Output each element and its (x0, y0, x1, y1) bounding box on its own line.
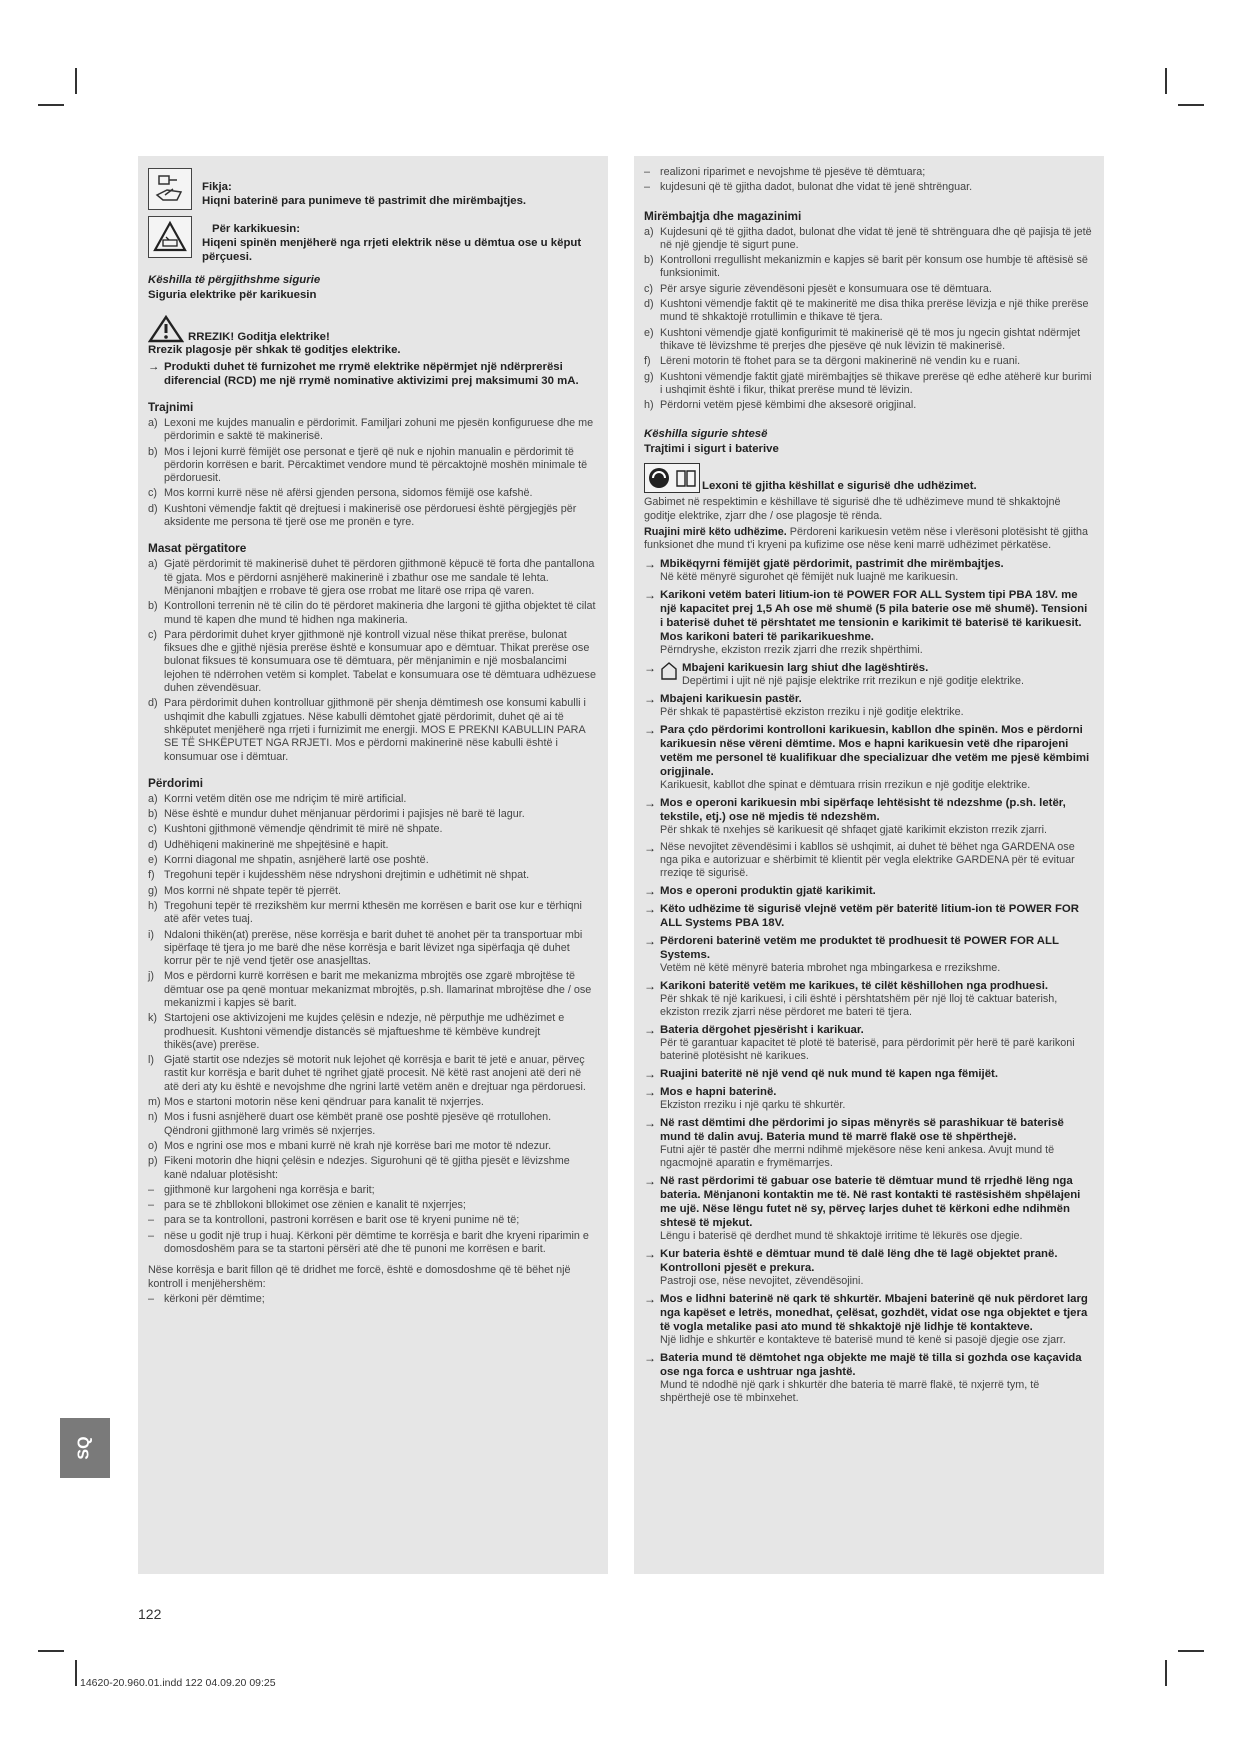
section-heading: Masat përgatitore (148, 541, 247, 556)
bullet-body (660, 588, 1092, 657)
bullet-bold: Karikoni bateritë vetëm me karikues, të cilët këshillohen nga prodhuesi. (660, 979, 1049, 992)
bullet-note: Futni ajër të pastër dhe merrni ndihmë mjekësore nëse keni ankesa. Avujt mund të ngacmojnë aparatin e frymëmarrjes. (660, 1143, 1055, 1169)
bullet-bold: Në rast përdorimi të gabuar ose baterie të dëmtuar mund të rrjedhë lëng nga bateria. Mënjanoni kontaktin me të. Në rast kontakti të rastësishëm shpëlajeni me ujë. Nëse lëngu futet në sy, përveç larjes duhet të kërkoni edhe ndihmën shtesë të mjekut. (660, 1174, 1081, 1229)
warning-title: Për karkikuesin: (212, 223, 301, 235)
list-item (148, 970, 596, 1010)
bullet-bold: Ruajini bateritë në një vend që nuk mund të kapen nga fëmijët. (660, 1067, 998, 1080)
item-key: j) (148, 970, 154, 983)
item-key: a) (148, 558, 158, 571)
bullet-body (660, 1247, 1092, 1288)
item-key: l) (148, 1054, 154, 1067)
list-item (148, 808, 596, 821)
arrow-icon: → (644, 1115, 656, 1130)
item-text: Mos korrni në shpate tepër të pjerrët. (164, 884, 342, 897)
bullet-bold: Mos e lidhni baterinë në qark të shkurtër. Mbajeni baterinë që nuk përdoret larg nga kapëset e letrës, monedhat, çelësat, gozhdët, vidat ose nga objektet e tjera të vogla metalike pasi ato mund të shkaktojë një lidhje të kontakteve. (660, 1292, 1088, 1333)
list-item (148, 1111, 596, 1138)
list-item (644, 371, 1092, 398)
item-key: f) (148, 869, 155, 882)
section-heading: Trajnimi (148, 400, 194, 414)
dash-mark: – (148, 1199, 155, 1212)
list-item (644, 399, 1092, 412)
bullet-body (660, 692, 964, 719)
dash-text: nëse u godit një trup i huaj. Kërkoni për dëmtime te korrësja e barit dhe kryeni riparimin e domosdoshëm para se ta startoni përsëri atë dhe të punoni me korrësen e barit. (164, 1229, 589, 1256)
bullet-body (660, 1023, 1092, 1063)
list-item (148, 900, 596, 927)
bullet-note: Lëngu i baterisë që derdhet mund të shkaktojë irritime të lëkurës ose djegie. (660, 1229, 1023, 1242)
item-text: Para përdorimit duhen kontrolluar gjithmonë për shenja dëmtimesh ose konsumi kabulli i ushqimit dhe kabulli zgjatues. Nëse kabulli dëmtohet gjatë përdorimit, duhet që ai të shkëputet menjëherë nga rrjeti i furnizimit me energji. MOS E PREKNI KABULLIN PARA SE TË SHKËPUTET NGA RRJETI. Mos e përdorni makinerinë nëse kabulli është i konsumuar ose i dëmtuar. (164, 697, 586, 763)
arrow-icon: → (644, 1246, 656, 1261)
dash-item (148, 1184, 596, 1197)
bullet-item (644, 934, 1092, 975)
item-text: Lëreni motorin të ftohet para se ta dërgoni makinerinë në vendin ku e ruani. (660, 355, 1021, 368)
item-text: Udhëhiqeni makinerinë me shpejtësinë e hapit. (164, 838, 389, 851)
general-safety-heading: Këshilla të përgjithshme sigurie (148, 274, 321, 286)
item-text: Lexoni me kujdes manualin e përdorimit. Familjari zohuni me pjesën konfiguruese dhe me përdorimin e saktë të makinerisë. (164, 417, 594, 443)
bullet-item (644, 1247, 1092, 1288)
arrow-icon: → (644, 795, 656, 810)
vibration-note: Nëse korrësja e barit fillon që të dridhet me forcë, është e domosdoshme që të bëhet një kontroll i menjëhershëm: (148, 1264, 571, 1290)
bullet-item (644, 1085, 1092, 1112)
item-text: Fikeni motorin dhe hiqni çelësin e ndezjes. Sigurohuni që të gjitha pjesët e lëvizshme kanë ndaluar plotësisht: (164, 1155, 570, 1181)
list-item (148, 1140, 596, 1153)
keep-instructions: Ruajini mirë këto udhëzime. Përdoreni karikuesin vetëm nëse i vlerësoni plotësisht të gjitha funksionet dhe mund t'i kryeni pa kufizime ose nëse keni marrë udhëzimet përkatëse. (644, 526, 1089, 552)
bullet-bold: Kur bateria është e dëmtuar mund të dalë lëng dhe të lagë objektet pranë. Kontrolloni pjesët e prekura. (660, 1247, 1058, 1274)
danger-triangle-icon (148, 315, 184, 343)
bullet-note: Një lidhje e shkurtër e kontakteve të baterisë mund të kenë si pasojë djegie ose zjarr. (660, 1333, 1066, 1346)
crop-mark (38, 104, 64, 106)
item-text: Ndaloni thikën(at) prerëse, nëse korrësja e barit duhet të anohet për ta transportuar mbi sipërfaqe të tjera jo me barë dhe nëse korrësja e barit lëvizet nga sipërfaqja që duhet korrur për te një vend tjetër ose anasjelltas. (164, 928, 583, 968)
item-key: b) (644, 254, 654, 267)
bullet-item (644, 692, 1092, 719)
item-key: d) (148, 502, 158, 515)
list-item (644, 355, 1092, 368)
danger-title: RREZIK! Goditja elektrike! (188, 331, 330, 343)
dash-mark: – (148, 1183, 155, 1196)
list-item (148, 503, 596, 530)
bullet-item (644, 1174, 1092, 1243)
bullet-note: Për shkak të papastërtisë ekziston rreziku i një goditje elektrike. (660, 705, 964, 718)
list-item (148, 854, 596, 867)
list-item (644, 254, 1092, 281)
bullet-body (660, 934, 1092, 975)
dash-text: gjithmonë kur largoheni nga korrësja e barit; (164, 1183, 375, 1196)
list-item (148, 1096, 596, 1109)
item-key: i) (148, 928, 154, 941)
battery-heading: Trajtimi i sigurt i baterive (644, 443, 779, 456)
bullet-body (660, 841, 1092, 880)
maintenance-heading: Mirëmbajtja dhe magazinimi (644, 208, 802, 223)
crop-mark (1165, 68, 1167, 94)
read-all-note: Gabimet në respektimin e këshillave të sigurisë dhe të udhëzimeve mund të shkaktojnë goditje elektrike, zjarr dhe / ose plagosje të rënda. (644, 496, 1061, 522)
item-text: Tregohuni tepër i kujdesshëm nëse ndryshoni drejtimin e udhëtimit në shpat. (164, 869, 530, 882)
bullet-body (660, 884, 876, 898)
print-footer: 14620-20.960.01.indd 122 04.09.20 09:25 (80, 1677, 276, 1689)
bullet-bold: Mbikëqyrni fëmijët gjatë përdorimit, pastrimit dhe mirëmbajtjes. (660, 557, 1004, 570)
bullet-item (644, 1023, 1092, 1063)
bullet-item (644, 841, 1092, 880)
list-item (644, 298, 1092, 325)
bullet-body (660, 1351, 1092, 1405)
list-item (148, 629, 596, 695)
charger-warning-icon (148, 216, 192, 258)
item-key: a) (148, 792, 158, 805)
maintenance-list (644, 226, 1092, 413)
list-item (148, 558, 596, 598)
arrow-icon: → (148, 361, 160, 373)
dash-text: realizoni riparimet e nevojshme të pjesëve të dëmtuara; (660, 166, 926, 178)
arrow-icon: → (644, 901, 656, 916)
dash-item (148, 1199, 596, 1212)
item-key: h) (148, 899, 158, 912)
arrow-icon: → (644, 840, 656, 855)
arrow-icon: → (644, 1350, 656, 1365)
bullet-bold: Mos e hapni baterinë. (660, 1085, 777, 1098)
arrow-icon: → (644, 556, 656, 571)
list-item (148, 869, 596, 882)
list-item (644, 283, 1092, 296)
language-tab: SQ (60, 1418, 110, 1478)
arrow-icon: → (644, 1291, 656, 1306)
bullet-body (660, 902, 1092, 930)
read-all-row (644, 463, 1092, 493)
list-item (148, 1012, 596, 1052)
bullet-bold: Mos e operoni karikuesin mbi sipërfaqe lehtësisht të ndezshme (p.sh. letër, tekstile, etj.) ose në mjedis të ndezshëm. (660, 796, 1066, 823)
item-key: b) (148, 808, 158, 821)
page-number: 122 (138, 1606, 162, 1622)
crop-mark (1178, 104, 1204, 106)
section-heading: Përdorimi (148, 775, 204, 790)
item-text: Mos e përdorni kurrë korrësen e barit me mekanizma mbrojtës ose zgarë mbrojtëse të dëmtuar ose pa qenë montuar mekanizmat mbrojtës, p.sh. llamarinat mbrojtëse dhe / ose mekanizmi i kapjes së barit. (164, 970, 592, 1009)
list-item (148, 417, 596, 444)
bullet-body (660, 557, 1004, 584)
dash-mark: – (148, 1214, 155, 1227)
left-sections (148, 400, 596, 1182)
dash-text: para se të zhbllokoni bllokimet ose zënien e kanalit të nxjerrjes; (164, 1199, 466, 1212)
list-item (644, 226, 1092, 253)
item-text: Kushtoni vëmendje faktit që drejtuesi i makinerisë ose përdoruesi është përgjegjës për aksidente me persona të tjerë ose me pronën e tyre. (164, 502, 577, 529)
item-text: Tregohuni tepër të rrezikshëm kur merrni kthesën me korrësen e barit ose kur e tërhiqni atë afër vetes tuaj. (164, 899, 582, 926)
arrow-icon: → (644, 587, 656, 602)
bullet-body (660, 979, 1092, 1019)
bullet-item (644, 557, 1092, 584)
bullet-item (644, 884, 1092, 898)
item-text: Kontrolloni rregullisht mekanizmin e kapjes së barit për konsum ose humbje të aftësisë së funksionimit. (660, 254, 1088, 280)
list-item (148, 446, 596, 486)
bullet-note: Vetëm në këtë mënyrë bateria mbrohet nga mbingarkesa e rrezikshme. (660, 961, 1001, 974)
item-text: Startojeni ose aktivizojeni me kujdes çelësin e ndezje, në përputhje me udhëzimet e prodhuesit. Kushtoni vëmendje distancës së mjaftueshme të këmbëve kundrejt thikës(ave) prerëse. (164, 1012, 565, 1051)
item-key: d) (148, 838, 158, 851)
bullet-body (660, 1067, 998, 1081)
dash-item (644, 181, 1092, 194)
arrow-icon: → (644, 1022, 656, 1037)
warning-text: Hiqeni spinën menjëherë nga rrjeti elektrik nëse u dëmtua ose u këput përçuesi. (202, 237, 582, 263)
arrow-icon: → (644, 1084, 656, 1099)
item-key: e) (644, 326, 654, 339)
vibration-dash: – kërkoni për dëmtime; (148, 1292, 265, 1305)
item-text: Mos korrni kurrë nëse në afërsi gjenden persona, sidomos fëmijë ose kafshë. (164, 487, 533, 500)
item-text: Kushtoni gjithmonë vëmendje qëndrimit të mirë në shpate. (164, 823, 443, 836)
dash-mark: – (148, 1229, 155, 1242)
list-item (148, 600, 596, 627)
dash-item (644, 166, 1092, 179)
bullet-note: Për shkak të nxehjes së karikuesit që shfaqet gjatë karikimit ekziston rrezik zjarri. (660, 823, 1048, 836)
item-text: Kushtoni vëmendje faktit që te makineritë me disa thika prerëse lëvizja e një thike prerëse mund të shkaktojë rrotullimin e thikave të tjera. (660, 298, 1089, 324)
item-key: c) (148, 823, 157, 836)
house-rain-icon (660, 661, 678, 686)
item-text: Për arsye sigurie zëvendësoni pjesët e konsumuara ose të dëmtuara. (660, 282, 992, 295)
item-key: k) (148, 1012, 157, 1025)
arrow-icon: → (644, 1173, 656, 1188)
item-text: Korrni diagonal me shpatin, asnjëherë lartë ose poshtë. (164, 854, 429, 867)
item-key: f) (644, 355, 651, 368)
list-item (148, 823, 596, 836)
list-item (148, 929, 596, 969)
bullet-bold: Përdoreni baterinë vetëm me produktet të prodhuesit të POWER FOR ALL Systems. (660, 934, 1059, 961)
arrow-icon: → (644, 883, 656, 898)
bullet-bold: Këto udhëzime të sigurisë vlejnë vetëm për bateritë litium-ion të POWER FOR ALL Systems PBA 18V. (660, 902, 1080, 929)
item-key: a) (644, 225, 654, 238)
danger-subtitle: Rrezik plagosje për shkak të goditjes elektrike. (148, 344, 401, 356)
bullet-body (660, 1292, 1092, 1347)
item-text: Kushtoni vëmendje gjatë konfigurimit të makinerisë që të mos ju ngecin gishtat ndërmjet thikave të lëvizshme të prerjes dhe pjesëve që nuk lëvizin të makinerisë. (660, 326, 1081, 352)
item-text: Korrni vetëm ditën ose me ndriçim të mirë artificial. (164, 792, 407, 805)
bullet-bold: Mbajeni karikuesin pastër. (660, 692, 802, 705)
warning-switch-off (148, 168, 596, 210)
top-dash-list (644, 166, 1092, 195)
warning-charger (148, 216, 596, 264)
item-key: g) (644, 370, 654, 383)
crop-mark (1165, 1660, 1167, 1686)
item-text: Mos i lejoni kurrë fëmijët ose personat e tjerë që nuk e njohin manualin e përdorimit të përdorin korrësen e barit. Përcaktimet vendore mund të përcaktojnë moshën minimale të përdoruesit. (164, 445, 588, 485)
item-key: h) (644, 399, 654, 412)
item-text: Para përdorimit duhet kryer gjithmonë një kontroll vizual nëse thikat prerëse, bulonat fiksues dhe e gjithë njësia prerëse është e konsumuar apo e dëmtuar. Thikat prerëse ose bulonat fiksues të konsumuara ose të dëmtuara, për mënjanimin e një mosbalancimi lejohen të ndërrohen vetëm si komplet. Tabelat e konsumuara ose të dëmtuara udhëzuese duhen zëvendësuar. (164, 628, 596, 695)
item-key: c) (148, 487, 157, 500)
electrical-safety-heading: Siguria elektrike për karikuesin (148, 289, 317, 301)
bullet-body (660, 723, 1092, 792)
bullet-bold: Në rast dëmtimi dhe përdorimi jo sipas mënyrës së parashikuar të baterisë mund të dalin avuj. Bateria mund të marrë flakë ose të shpërthejë. (660, 1116, 1064, 1143)
arrow-icon: → (644, 660, 656, 675)
list-item (148, 487, 596, 500)
right-column (634, 156, 1104, 1574)
item-text: Kujdesuni që të gjitha dadot, bulonat dhe vidat të jenë të shtrënguara dhe që pajisja të jetë në një gjendje të sigurt pune. (660, 225, 1092, 251)
bullet-bold: Karikoni vetëm bateri litium-ion të POWER FOR ALL System tipi PBA 18V. me një kapacitet prej 1,5 Ah ose më shumë (5 pila baterie ose më shumë). Tensioni i baterisë duhet të përshtatet me tensionin e karikimit të baterisë të karikuesit. Mos karikoni bateri të parikarikueshme. (660, 588, 1088, 643)
arrow-icon: → (644, 978, 656, 993)
list-item (148, 1155, 596, 1182)
crop-mark (75, 68, 77, 94)
list-item (148, 697, 596, 763)
item-key: n) (148, 1111, 158, 1124)
item-key: c) (644, 282, 653, 295)
item-key: b) (148, 600, 158, 613)
arrow-icon: → (644, 691, 656, 706)
bullet-note: Depërtimi i ujit në një pajisje elektrike rrit rrezikun e një goditje elektrike. (682, 674, 1025, 687)
bullet-note: Për shkak të një karikuesi, i cili është i përshtatshëm për një lloj të caktuar baterish, ekziston rrezik zjarri nëse përdoret me bateri të tjera. (660, 992, 1058, 1018)
crop-mark (75, 1660, 77, 1686)
crop-mark (38, 1650, 64, 1652)
bullet-item (644, 1116, 1092, 1170)
item-key: g) (148, 884, 158, 897)
left-column (138, 156, 608, 1574)
dash-text: para se ta kontrolloni, pastroni korrësen e barit ose të kryeni punime në të; (164, 1214, 520, 1227)
plug-remove-icon (148, 168, 192, 210)
item-key: p) (148, 1155, 158, 1168)
item-key: b) (148, 445, 158, 458)
bullet-bold: Mos e operoni produktin gjatë karikimit. (660, 884, 876, 897)
item-key: a) (148, 417, 158, 429)
item-key: d) (644, 298, 654, 311)
bullet-note: Nëse nevojitet zëvendësimi i kabllos së ushqimit, ai duhet të bëhet nga GARDENA ose nga pika e autorizuar e shërbimit të klientit për vegla elektrike GARDENA për të evituar rreziqe të sigurisë. (660, 840, 1075, 879)
list-item (148, 1054, 596, 1094)
item-key: o) (148, 1139, 158, 1152)
bullet-body (660, 796, 1092, 837)
warning-text: Hiqni baterinë para punimeve të pastrimit dhe mirëmbajtjes. (202, 195, 527, 207)
item-key: c) (148, 628, 157, 641)
bullet-body (660, 1085, 845, 1112)
bullet-note: Karikuesit, kabllot dhe spinat e dëmtuara rrisin rrezikun e një goditje elektrike. (660, 778, 1031, 791)
item-key: m) (148, 1096, 161, 1109)
bullet-bold: Bateria mund të dëmtohet nga objekte me majë të tilla si gozhda ose kaçavida ose nga forca e ushtruar nga jashtë. (660, 1351, 1082, 1378)
bullet-bold: Mbajeni karikuesin larg shiut dhe lagështirës. (682, 661, 929, 674)
item-text: Mos e startoni motorin nëse keni qëndruar para kanalit të nxjerrjes. (164, 1096, 484, 1109)
battery-safety-list (644, 557, 1092, 1405)
item-text: Kushtoni vëmendje faktit gjatë mirëmbajtjes së thikave prerëse që edhe atëherë kur burimi i ushqimit është i fikur, thikat prerëse mund të lëvizin. (660, 370, 1092, 396)
dash-item (148, 1230, 596, 1257)
item-text: Mos i fusni asnjëherë duart ose këmbët pranë ose poshtë pjesëve që rrotullohen. Qëndroni gjithmonë larg vrimës së nxjerrjes. (164, 1111, 552, 1137)
bullet-item (644, 1067, 1092, 1081)
bullet-note: Ekziston rreziku i një qarku të shkurtër. (660, 1098, 846, 1111)
bullet-item (644, 588, 1092, 657)
item-text: Përdorni vetëm pjesë këmbimi dhe aksesorë origjinal. (660, 399, 917, 412)
item-text: Nëse është e mundur duhet mënjanuar përdorimi i pajisjes në barë të lagur. (164, 808, 525, 821)
bullet-body (660, 661, 1024, 688)
list-item (644, 327, 1092, 354)
dash-item (148, 1214, 596, 1227)
list-item (148, 839, 596, 852)
bullet-note: Në këtë mënyrë sigurohet që fëmijët nuk luajnë me karikuesin. (660, 570, 959, 583)
bullet-item (644, 661, 1092, 688)
bullet-bold: Para çdo përdorimi kontrolloni karikuesin, kabllon dhe spinën. Mos e përdorni karikuesin nëse vëreni dëmtime. Mos e hapni karikuesin vetë dhe riparojeni vetëm me personel të kualifikuar dhe specializuar dhe vetëm me pjesë këmbimi origjinale. (660, 723, 1090, 778)
arrow-icon: → (644, 933, 656, 948)
item-text: Mos e ngrini ose mos e mbani kurrë në krah një korrëse bari me motor të ndezur. (164, 1139, 552, 1152)
bullet-note: Përndryshe, ekziston rrezik zjarri dhe rrezik shpërthimi. (660, 643, 923, 656)
extra-safety-heading: Këshilla sigurie shtesë (644, 428, 768, 441)
danger-block (148, 315, 596, 343)
bullet-body (660, 1174, 1092, 1243)
rcd-note: → Produkti duhet të furnizohet me rrymë elektrike nëpërmjet një ndërprerësi diferencial (RCD) me një rrymë nominative aktivizimi prej maksimumi 30 mA. (148, 361, 579, 387)
item-text: Gjatë startit ose ndezjes së motorit nuk lejohet që korrësja e barit të jetë e anuar, përveç rastit kur korrësja e barit duhet të ngrihet gjatë procesit. Në këtë rast anojeni atë deri në atë deri aty ku është e nevojshme dhe ngrini lartë vetëm anën e drejtuar nga përdoruesi. (164, 1054, 586, 1093)
dash-text: kujdesuni që të gjitha dadot, bulonat dhe vidat të jenë shtrënguar. (660, 181, 973, 194)
bullet-note: Pastroji ose, nëse nevojitet, zëvendësojini. (660, 1274, 864, 1287)
read-all-text: Lexoni të gjitha këshillat e sigurisë dhe udhëzimet. (702, 480, 977, 493)
bullet-item (644, 1292, 1092, 1347)
bullet-note: Mund të ndodhë një qark i shkurtër dhe bateria të marrë flakë, të nxjerrë tym, të shpërthejë ose të mbinxehet. (660, 1378, 1040, 1404)
bullet-item (644, 979, 1092, 1019)
item-key: d) (148, 697, 158, 710)
bullet-note: Për të garantuar kapacitet të plotë të baterisë, para përdorimit për herë të parë karikoni baterinë plotësisht në karikues. (660, 1036, 1075, 1062)
bullet-item (644, 902, 1092, 930)
bullet-item (644, 1351, 1092, 1405)
crop-mark (1178, 1650, 1204, 1652)
arrow-icon: → (644, 722, 656, 737)
p-dash-list (148, 1184, 596, 1256)
bullet-bold: Bateria dërgohet pjesërisht i karikuar. (660, 1023, 864, 1036)
list-item (148, 885, 596, 898)
warning-title: Fikja: (202, 181, 232, 193)
bullet-item (644, 723, 1092, 792)
bullet-item (644, 796, 1092, 837)
bullet-body (660, 1116, 1092, 1170)
dash-mark: – (644, 166, 651, 178)
arrow-icon: → (644, 1066, 656, 1081)
item-key: e) (148, 854, 158, 867)
list-item (148, 793, 596, 806)
item-text: Gjatë përdorimit të makinerisë duhet të përdoren gjithmonë këpucë të forta dhe pantallona të gjata. Mos e përdorni asnjëherë makinerinë i zbathur ose me sandale të lehta. Mënjanoni mbajtjen e rrobave të gjera ose rrobat me litarë ose rripa që varen. (164, 558, 595, 597)
item-text: Kontrolloni terrenin në të cilin do të përdoret makineria dhe largoni të gjitha objektet të cilat mund të kapen dhe mund të hidhen nga makineria. (164, 600, 596, 626)
read-manual-icon (644, 463, 700, 493)
dash-mark: – (644, 181, 651, 194)
